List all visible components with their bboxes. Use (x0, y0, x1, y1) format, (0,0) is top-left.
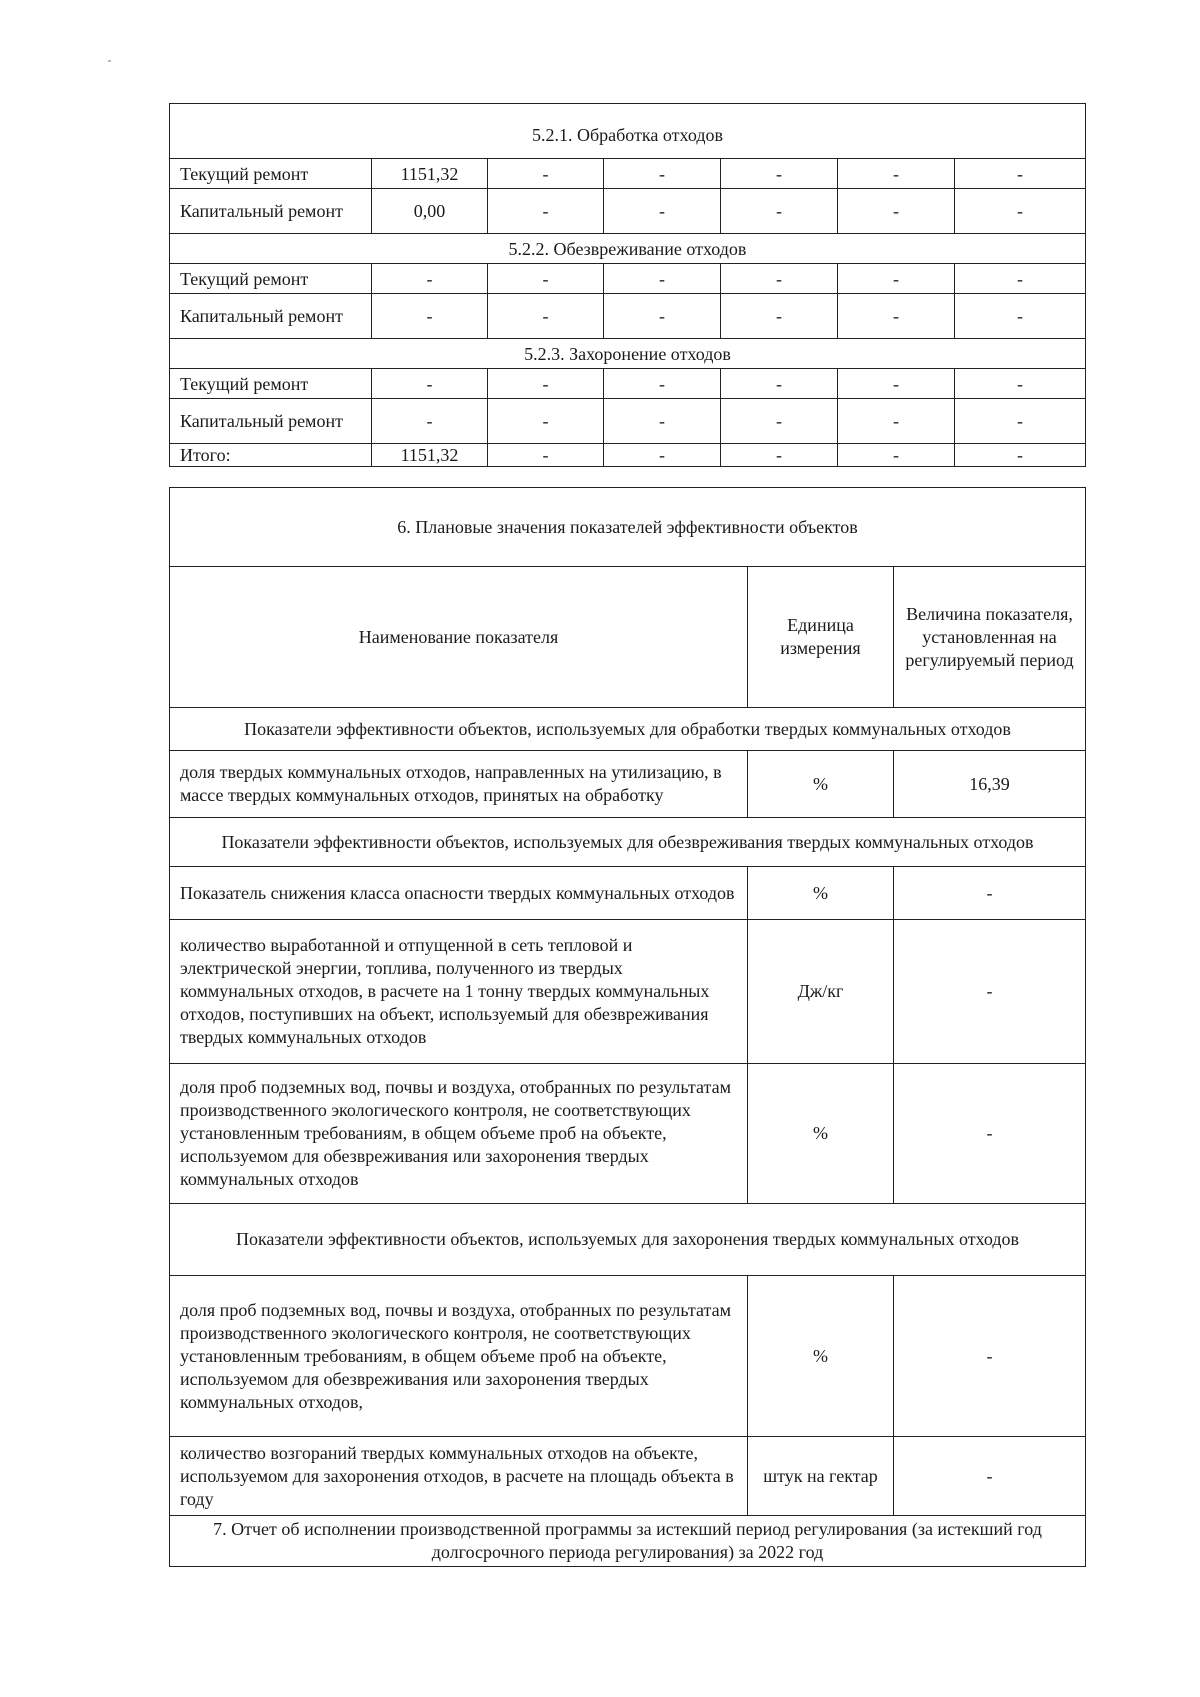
repair-costs-table (169, 103, 1086, 467)
indicator-name: доля проб подземных вод, почвы и воздуха, отобранных по результатам производственного экологического контроля, не соответствующих установленным требованиям, в общем объеме проб на объекте, используемом для обезвреживания или захоронения твердых коммунальных отходов, (170, 1276, 748, 1437)
cell-value: - (955, 294, 1086, 339)
cell-value: - (488, 294, 604, 339)
indicator-value: - (894, 1276, 1086, 1437)
cell-value: - (488, 159, 604, 189)
row-label: Капитальный ремонт (170, 294, 372, 339)
cell-value: - (488, 369, 604, 399)
total-value: - (488, 444, 604, 467)
row-label: Текущий ремонт (170, 369, 372, 399)
cell-value: - (604, 294, 721, 339)
row-label: Капитальный ремонт (170, 189, 372, 234)
cell-value: - (838, 264, 955, 294)
cell-value: - (604, 264, 721, 294)
cell-value: - (955, 399, 1086, 444)
cell-value: - (721, 189, 838, 234)
indicator-value: - (894, 1437, 1086, 1516)
group-title-burial: Показатели эффективности объектов, используемых для захоронения твердых коммунальных отходов (170, 1204, 1086, 1276)
cell-value: - (604, 159, 721, 189)
total-label: Итого: (170, 444, 372, 467)
cell-value: - (955, 189, 1086, 234)
indicator-unit: Дж/кг (748, 920, 894, 1064)
cell-value: - (488, 189, 604, 234)
cell-value: - (955, 264, 1086, 294)
block-title-burial: 5.2.3. Захоронение отходов (170, 339, 1086, 369)
block-title-processing: 5.2.1. Обработка отходов (170, 104, 1086, 159)
section-6-title: 6. Плановые значения показателей эффективности объектов (170, 488, 1086, 567)
row-label: Текущий ремонт (170, 159, 372, 189)
section-7-title: 7. Отчет об исполнении производственной программы за истекший период регулирования (за истекший год долгосрочного периода регулирования) за 2022 год (170, 1516, 1086, 1567)
indicator-unit: % (748, 751, 894, 818)
block-title-neutralization: 5.2.2. Обезвреживание отходов (170, 234, 1086, 264)
total-value: - (955, 444, 1086, 467)
cell-value: - (721, 369, 838, 399)
cell-value: - (838, 159, 955, 189)
cell-value: - (838, 369, 955, 399)
indicator-value: 16,39 (894, 751, 1086, 818)
group-title-processing: Показатели эффективности объектов, используемых для обработки твердых коммунальных отходов (170, 708, 1086, 751)
total-value: - (721, 444, 838, 467)
scan-speck (108, 60, 111, 62)
header-unit: Единица измерения (748, 567, 894, 708)
cell-value: - (488, 264, 604, 294)
cell-value: - (721, 159, 838, 189)
cell-value: - (372, 369, 488, 399)
cell-value: - (488, 399, 604, 444)
total-value: 1151,32 (372, 444, 488, 467)
indicator-unit: % (748, 1276, 894, 1437)
indicator-value: - (894, 867, 1086, 920)
cell-value: - (372, 294, 488, 339)
indicator-value: - (894, 1064, 1086, 1204)
cell-value: 0,00 (372, 189, 488, 234)
cell-value: - (604, 369, 721, 399)
cell-value: - (721, 399, 838, 444)
indicator-name: количество возгораний твердых коммунальных отходов на объекте, используемом для захоронения отходов, в расчете на площадь объекта в году (170, 1437, 748, 1516)
indicator-value: - (894, 920, 1086, 1064)
indicator-name: доля твердых коммунальных отходов, направленных на утилизацию, в массе твердых коммунальных отходов, принятых на обработку (170, 751, 748, 818)
indicator-name: доля проб подземных вод, почвы и воздуха, отобранных по результатам производственного экологического контроля, не соответствующих установленным требованиям, в общем объеме проб на объекте, используемом для обезвреживания или захоронения твердых коммунальных отходов (170, 1064, 748, 1204)
indicator-unit: % (748, 1064, 894, 1204)
cell-value: 1151,32 (372, 159, 488, 189)
indicator-name: Показатель снижения класса опасности твердых коммунальных отходов (170, 867, 748, 920)
cell-value: - (604, 399, 721, 444)
indicator-name: количество выработанной и отпущенной в сеть тепловой и электрической энергии, топлива, полученного из твердых коммунальных отходов, в расчете на 1 тонну твердых коммунальных отходов, поступивших на объект, используемый для обезвреживания твердых коммунальных отходов (170, 920, 748, 1064)
group-title-neutralization: Показатели эффективности объектов, используемых для обезвреживания твердых коммунальных отходов (170, 818, 1086, 867)
total-value: - (604, 444, 721, 467)
total-value: - (838, 444, 955, 467)
row-label: Капитальный ремонт (170, 399, 372, 444)
cell-value: - (838, 189, 955, 234)
header-indicator-name: Наименование показателя (170, 567, 748, 708)
cell-value: - (955, 159, 1086, 189)
cell-value: - (604, 189, 721, 234)
row-label: Текущий ремонт (170, 264, 372, 294)
cell-value: - (372, 264, 488, 294)
cell-value: - (955, 369, 1086, 399)
cell-value: - (838, 399, 955, 444)
cell-value: - (372, 399, 488, 444)
cell-value: - (721, 294, 838, 339)
indicator-unit: % (748, 867, 894, 920)
efficiency-indicators-table (169, 487, 1086, 1567)
cell-value: - (721, 264, 838, 294)
header-value: Величина показателя, установленная на регулируемый период (894, 567, 1086, 708)
indicator-unit: штук на гектар (748, 1437, 894, 1516)
cell-value: - (838, 294, 955, 339)
